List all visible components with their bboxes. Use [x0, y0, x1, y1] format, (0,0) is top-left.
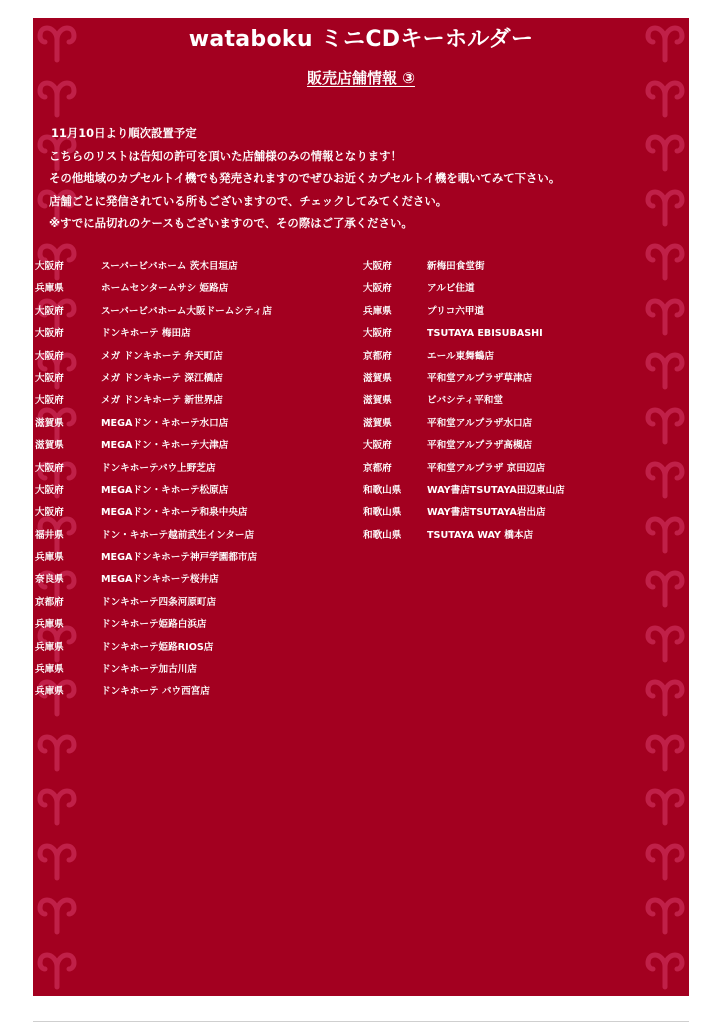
store-prefecture: 大阪府	[363, 283, 392, 295]
store-prefecture: 滋賀県	[363, 395, 392, 407]
store-prefecture: 大阪府	[35, 328, 64, 340]
store-prefecture: 大阪府	[35, 261, 64, 272]
store-row	[35, 547, 355, 569]
store-prefecture: 大阪府	[363, 440, 392, 452]
store-row	[363, 502, 683, 524]
page-bottom-rule	[33, 1021, 689, 1022]
aries-symbol-icon	[645, 569, 685, 609]
store-row	[35, 413, 355, 435]
store-prefecture: 大阪府	[35, 372, 64, 384]
aries-symbol-icon	[37, 951, 77, 991]
notice-block	[49, 122, 560, 235]
store-name: MEGAドン・キホーテ松原店	[101, 484, 229, 496]
store-row	[35, 592, 355, 614]
aries-symbol-icon	[37, 896, 77, 936]
notice-line: 店舗ごとに発信されている所もございますので、チェックしてみてください。	[49, 193, 448, 208]
store-name: MEGAドンキホーテ桜井店	[101, 574, 219, 586]
store-row	[363, 278, 683, 300]
aries-symbol-icon	[645, 842, 685, 882]
aries-symbol-icon	[37, 842, 77, 882]
store-row	[35, 278, 355, 300]
store-name: ドンキホーテパウ上野芝店	[101, 462, 216, 474]
store-row	[363, 435, 683, 457]
store-prefecture: 和歌山県	[363, 484, 402, 496]
store-prefecture: 大阪府	[363, 261, 392, 272]
store-list-left	[35, 256, 355, 704]
store-name: ドン・キホーテ越前武生インター店	[101, 529, 255, 541]
store-row	[363, 346, 683, 368]
store-name: TSUTAYA WAY 橋本店	[427, 529, 534, 541]
store-prefecture: 大阪府	[35, 507, 64, 519]
store-name: ドンキホーテ加古川店	[101, 664, 197, 676]
store-prefecture: 京都府	[363, 350, 392, 362]
aries-symbol-icon	[645, 133, 685, 173]
aries-symbol-icon	[645, 951, 685, 991]
store-row	[35, 681, 355, 703]
store-name: エール東舞鶴店	[427, 350, 494, 362]
store-name: WAY書店TSUTAYA田辺東山店	[427, 484, 565, 496]
store-prefecture: 滋賀県	[35, 417, 64, 429]
notice-line: 11月10日より順次設置予定	[51, 126, 197, 140]
store-row	[35, 435, 355, 457]
store-name: MEGAドン・キホーテ水口店	[101, 417, 229, 429]
store-prefecture: 兵庫県	[35, 664, 64, 676]
aries-symbol-icon	[645, 733, 685, 773]
store-prefecture: 兵庫県	[35, 283, 64, 295]
store-prefecture: 兵庫県	[363, 305, 392, 317]
store-row	[363, 458, 683, 480]
store-prefecture: 大阪府	[35, 305, 64, 317]
store-name: ドンキホーテ四条河原町店	[101, 596, 217, 608]
store-row	[363, 480, 683, 502]
store-row	[363, 323, 683, 345]
notice-line: こちらのリストは告知の許可を頂いた店舗様のみの情報となります！	[49, 148, 402, 163]
store-prefecture: 京都府	[363, 462, 392, 474]
aries-symbol-icon	[645, 678, 685, 718]
aries-symbol-icon	[37, 787, 77, 827]
store-row	[35, 256, 355, 278]
page-subtitle: 販売店舗情報 ③	[307, 69, 415, 87]
notice-line: ※すでに品切れのケースもございますので、その際はご了承ください。	[49, 216, 413, 230]
store-prefecture: 兵庫県	[35, 641, 64, 653]
store-name: 平和堂アルプラザ 京田辺店	[427, 462, 546, 474]
store-name: ドンキホーテ 梅田店	[101, 328, 191, 340]
store-prefecture: 奈良県	[35, 574, 64, 586]
store-prefecture: 大阪府	[35, 462, 64, 474]
store-name: ドンキホーテ姫路白浜店	[101, 619, 207, 631]
aries-symbol-icon	[645, 188, 685, 228]
store-row	[363, 256, 683, 278]
store-name: 平和堂アルプラザ高槻店	[427, 440, 533, 452]
store-row	[35, 458, 355, 480]
store-row	[363, 525, 683, 547]
store-row	[35, 614, 355, 636]
store-prefecture: 滋賀県	[363, 417, 392, 429]
store-row	[363, 301, 683, 323]
store-name: ビバシティ平和堂	[427, 395, 503, 407]
store-row	[35, 502, 355, 524]
store-name: WAY書店TSUTAYA岩出店	[427, 507, 546, 519]
store-prefecture: 大阪府	[35, 350, 64, 362]
store-prefecture: 大阪府	[35, 484, 64, 496]
aries-symbol-icon	[645, 787, 685, 827]
store-row	[35, 368, 355, 390]
store-name: 新梅田食堂街	[427, 261, 485, 272]
flyer-panel	[33, 18, 689, 996]
store-row	[35, 390, 355, 412]
store-prefecture: 兵庫県	[35, 552, 64, 564]
store-row	[35, 525, 355, 547]
store-row	[35, 346, 355, 368]
store-row	[363, 368, 683, 390]
page-title: wataboku ミニCDキーホルダー	[188, 27, 534, 52]
store-name: MEGAドン・キホーテ和泉中央店	[101, 507, 248, 519]
store-name: スーパービバホーム 茨木目垣店	[101, 261, 238, 272]
aries-symbol-icon	[645, 896, 685, 936]
store-row	[363, 390, 683, 412]
store-row	[35, 480, 355, 502]
aries-symbol-icon	[37, 733, 77, 773]
store-prefecture: 福井県	[35, 529, 64, 541]
store-name: 平和堂アルプラザ水口店	[427, 417, 533, 429]
store-prefecture: 大阪府	[35, 395, 64, 407]
store-prefecture: 兵庫県	[35, 686, 64, 698]
store-name: TSUTAYA EBISUBASHI	[427, 328, 543, 340]
store-prefecture: 大阪府	[363, 328, 392, 340]
aries-symbol-icon	[645, 624, 685, 664]
store-name: プリコ六甲道	[427, 305, 484, 317]
store-name: MEGAドンキホーテ神戸学園都市店	[101, 552, 258, 564]
store-row	[35, 569, 355, 591]
notice-line: その他地域のカプセルトイ機でも発売されますのでぜひお近くカプセルトイ機を覗いてみて下さい。	[49, 171, 561, 185]
store-name: 平和堂アルプラザ草津店	[427, 372, 533, 384]
store-prefecture: 京都府	[35, 596, 64, 608]
store-list-right	[363, 256, 683, 547]
store-name: ホームセンタームサシ 姫路店	[101, 283, 229, 295]
store-name: ドンキホーテ パウ西宮店	[101, 686, 210, 698]
store-row	[35, 323, 355, 345]
store-name: メガ ドンキホーテ 深江橋店	[101, 372, 223, 384]
store-name: アルビ住道	[427, 283, 475, 295]
store-prefecture: 和歌山県	[363, 529, 402, 541]
store-name: ドンキホーテ姫路RIOS店	[101, 641, 214, 653]
store-prefecture: 滋賀県	[363, 372, 392, 384]
store-prefecture: 滋賀県	[35, 440, 64, 452]
store-name: メガ ドンキホーテ 新世界店	[101, 395, 223, 407]
store-row	[35, 301, 355, 323]
store-name: スーパービバホーム大阪ドームシティ店	[101, 305, 272, 317]
store-row	[363, 413, 683, 435]
store-prefecture: 兵庫県	[35, 619, 64, 631]
store-row	[35, 637, 355, 659]
store-row	[35, 659, 355, 681]
store-name: MEGAドン・キホーテ大津店	[101, 440, 229, 452]
store-prefecture: 和歌山県	[363, 507, 402, 519]
store-name: メガ ドンキホーテ 弁天町店	[101, 350, 223, 362]
